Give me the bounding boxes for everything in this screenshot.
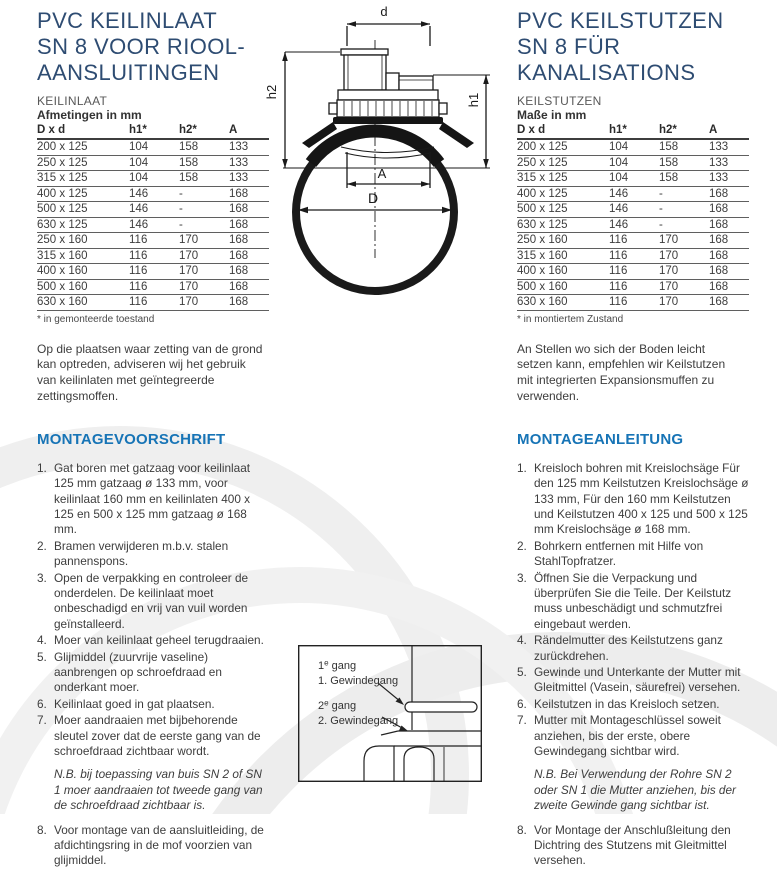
table-footnote-dutch: * in gemonteerde toestand — [37, 313, 155, 325]
cell-a: 168 — [709, 279, 749, 295]
step-text: Mutter mit Montageschlüssel soweit anziehen, bis der erste, obere Gewindegang sichtbar wird. — [534, 713, 721, 758]
cell-h1: 116 — [609, 233, 659, 249]
table-row — [37, 248, 269, 264]
step-text: Voor montage van de aansluitleiding, de afdichtingsring in de mof voorzien van glijmiddel. — [54, 822, 264, 868]
cell-h2: - — [659, 217, 709, 233]
dimension-label-A: A — [377, 166, 387, 181]
cell-dxd: 315 x 160 — [517, 248, 609, 264]
step-text: Glijmiddel (zuurvrije vaseline) aanbrengen op schroefdraad en onderkant moer. — [54, 649, 222, 695]
instruction-step — [517, 697, 753, 712]
cell-h2: 158 — [179, 139, 229, 155]
column-header: h2* — [659, 124, 709, 139]
step-text: Keilstutzen in das Kreisloch setzen. — [534, 696, 720, 711]
cell-a: 168 — [709, 202, 749, 218]
cell-h1: 116 — [129, 248, 179, 264]
step-number: 3. — [37, 570, 47, 585]
step-number: 8. — [517, 822, 527, 837]
step-number: 7. — [517, 713, 527, 728]
table-label-dutch: KEILINLAAT — [37, 94, 108, 108]
step-text: Öffnen Sie die Verpackung und überprüfen Sie die Teile. Der Keilstutz muss unbeschädigt und schmutzfrei eingebaut werden. — [534, 570, 732, 631]
cell-a: 133 — [709, 139, 749, 155]
table-row — [517, 295, 749, 311]
step-text: Bohrkern entfernen mit Hilfe von StahlTopfratzer. — [534, 538, 704, 569]
instruction-step — [37, 539, 273, 570]
step-text: Gewinde und Unterkante der Mutter mit Gleitmittel (Vasein, säurefrei) versehen. — [534, 664, 741, 695]
inset-label-2-gewindegang: 2. Gewindegang — [318, 715, 399, 727]
table-row — [517, 264, 749, 280]
step-text: Bramen verwijderen m.b.v. stalen pannenspons. — [54, 538, 229, 569]
cell-dxd: 200 x 125 — [37, 139, 129, 155]
step-number: 8. — [37, 822, 47, 837]
cell-h1: 116 — [609, 295, 659, 311]
step-number: 6. — [517, 696, 527, 711]
table-label-german: KEILSTUTZEN — [517, 94, 602, 108]
cell-a: 168 — [229, 295, 269, 311]
step-number: 1. — [37, 460, 47, 475]
step-text: Gat boren met gatzaag voor keilinlaat 125 mm gatzaag ø 133 mm, voor keilinlaat 160 mm en keilinlaten 400 x 125 en 500 x 125 mm gatzaag ø 168 mm. — [54, 460, 251, 537]
table-row — [517, 279, 749, 295]
step-text: Moer van keilinlaat geheel terugdraaien. — [54, 633, 264, 648]
inset-label-1e-gang: 1e gang — [318, 658, 357, 672]
step-number: 1. — [517, 460, 527, 475]
dimension-label-h1: h1 — [466, 92, 481, 108]
cell-dxd: 400 x 160 — [517, 264, 609, 280]
cell-dxd: 400 x 125 — [517, 186, 609, 202]
step-text: Kreisloch bohren mit Kreislochsäge Für den 125 mm Keilstutzen Kreislochsäge ø 133 mm, Für den 160 mm Keilstutzen und Keilstutzen 400 x 125 und 500 x 125 mm Kreislochsäge ø 168 mm. — [534, 460, 749, 537]
cell-a: 133 — [709, 155, 749, 171]
cell-h2: 170 — [659, 295, 709, 311]
dimension-label-D: D — [367, 190, 379, 206]
cell-h2: - — [179, 202, 229, 218]
instruction-list-german — [517, 461, 753, 760]
cell-a: 168 — [229, 217, 269, 233]
nb-note-german: N.B. Bei Verwendung der Rohre SN 2 oder SN 1 die Mutter anziehen, bis der zweite Gewinde gang sichtbar ist. — [534, 767, 736, 813]
instruction-step — [37, 461, 273, 538]
step-number: 6. — [37, 696, 47, 711]
step-number: 2. — [37, 538, 47, 553]
step-number: 5. — [37, 649, 47, 664]
cell-h1: 146 — [129, 202, 179, 218]
nb-note-dutch: N.B. bij toepassing van buis SN 2 of SN 1 moer aandraaien tot tweede gang van de schroefdraad zichtbaar is. — [54, 767, 263, 813]
cell-dxd: 315 x 125 — [517, 171, 609, 187]
cell-h2: 170 — [179, 264, 229, 280]
column-header: h1* — [129, 124, 179, 139]
section-heading-dutch: MONTAGEVOORSCHRIFT — [37, 430, 226, 448]
cell-h2: 158 — [179, 155, 229, 171]
table-row — [517, 171, 749, 187]
cell-h1: 116 — [129, 264, 179, 280]
step-text: Keilinlaat goed in gat plaatsen. — [54, 696, 215, 711]
cell-h1: 116 — [129, 295, 179, 311]
step-text: Moer aandraaien met bijbehorende sleutel zover dat de eerste gang van de schroefdraad zichtbaar wordt. — [54, 713, 261, 758]
table-row — [517, 155, 749, 171]
cell-h1: 146 — [129, 186, 179, 202]
step-number: 3. — [517, 570, 527, 585]
instruction-step-final-dutch — [37, 823, 273, 869]
cell-dxd: 630 x 160 — [37, 295, 129, 311]
column-header: h1* — [609, 124, 659, 139]
instruction-step — [517, 461, 753, 538]
cell-h2: 158 — [659, 139, 709, 155]
intro-paragraph-german: An Stellen wo sich der Boden leicht setzen kann, empfehlen wir Keilstutzen mit integrierten Expansionsmuffen zu verwenden. — [517, 341, 726, 403]
step-number: 5. — [517, 664, 527, 679]
table-sublabel-german: Maße in mm — [517, 108, 587, 122]
cell-dxd: 500 x 125 — [517, 202, 609, 218]
table-row — [37, 279, 269, 295]
cell-dxd: 630 x 125 — [517, 217, 609, 233]
cell-dxd: 200 x 125 — [517, 139, 609, 155]
instruction-step — [517, 713, 753, 759]
table-row — [37, 139, 269, 155]
title-line: AANSLUITINGEN — [37, 60, 220, 85]
instruction-step — [37, 571, 273, 633]
title-line: KANALISATIONS — [517, 60, 696, 85]
cell-h2: 170 — [659, 279, 709, 295]
table-header-row — [37, 124, 269, 139]
cell-h2: 170 — [179, 233, 229, 249]
table-row — [37, 155, 269, 171]
cell-h1: 116 — [129, 279, 179, 295]
german-column — [517, 6, 753, 870]
intro-paragraph-dutch: Op die plaatsen waar zetting van de grond kan optreden, adviseren wij het gebruik van keilinlaten met geïntegreerde zettingsmoffen. — [37, 341, 263, 403]
cell-h1: 104 — [129, 155, 179, 171]
cell-a: 168 — [229, 186, 269, 202]
cell-a: 168 — [709, 233, 749, 249]
instruction-step — [517, 665, 753, 696]
cell-h2: 170 — [659, 264, 709, 280]
cell-dxd: 315 x 160 — [37, 248, 129, 264]
cell-dxd: 400 x 125 — [37, 186, 129, 202]
cell-a: 168 — [229, 248, 269, 264]
cell-dxd: 500 x 125 — [37, 202, 129, 218]
cell-h1: 104 — [129, 171, 179, 187]
cell-dxd: 500 x 160 — [517, 279, 609, 295]
step-number: 7. — [37, 713, 47, 728]
step-text: Open de verpakking en controleer de onderdelen. De keilinlaat moet onbeschadigd en vrij van vuil worden geïnstalleerd. — [54, 570, 249, 631]
column-header: h2* — [179, 124, 229, 139]
step-text: Vor Montage der Anschlußleitung den Dichtring des Stutzens mit Gleitmittel versehen. — [534, 822, 731, 868]
cell-dxd: 630 x 125 — [37, 217, 129, 233]
table-row — [37, 186, 269, 202]
cell-a: 168 — [229, 233, 269, 249]
cell-h2: 170 — [659, 233, 709, 249]
cell-h2: 170 — [179, 248, 229, 264]
inset-label-1-gewindegang: 1. Gewindegang — [318, 675, 399, 687]
step-number: 2. — [517, 538, 527, 553]
table-row — [37, 264, 269, 280]
instruction-step — [37, 697, 273, 712]
dimension-label-d: d — [380, 4, 388, 19]
cell-a: 168 — [229, 279, 269, 295]
cell-h1: 146 — [609, 217, 659, 233]
inset-label-2e-gang: 2e gang — [318, 698, 357, 712]
cell-a: 168 — [229, 202, 269, 218]
section-heading-german: MONTAGEANLEITUNG — [517, 430, 684, 448]
table-row — [37, 233, 269, 249]
step-number: 4. — [37, 633, 47, 648]
cell-h1: 116 — [129, 233, 179, 249]
title-line: SN 8 FÜR — [517, 34, 621, 59]
cell-h1: 146 — [609, 186, 659, 202]
cell-h1: 116 — [609, 279, 659, 295]
step-text: Rändelmutter des Keilstutzens ganz zurückdrehen. — [534, 633, 723, 663]
cell-h2: 158 — [659, 171, 709, 187]
cell-a: 168 — [709, 248, 749, 264]
column-header: D x d — [37, 124, 129, 139]
cell-h2: - — [179, 217, 229, 233]
table-row — [37, 202, 269, 218]
table-row — [37, 295, 269, 311]
dimensions-table-german — [517, 124, 749, 311]
cell-h1: 116 — [609, 248, 659, 264]
cell-dxd: 630 x 160 — [517, 295, 609, 311]
cell-a: 168 — [709, 295, 749, 311]
cell-a: 168 — [709, 186, 749, 202]
step-number: 4. — [517, 633, 527, 648]
instruction-step — [37, 650, 273, 696]
title-line: PVC KEILINLAAT — [37, 8, 218, 33]
table-sublabel-dutch: Afmetingen in mm — [37, 108, 142, 122]
cell-h2: 170 — [659, 248, 709, 264]
cell-h2: - — [179, 186, 229, 202]
instruction-step — [517, 633, 753, 664]
cell-h1: 104 — [609, 139, 659, 155]
cell-a: 168 — [709, 217, 749, 233]
table-row — [517, 233, 749, 249]
title-line: PVC KEILSTUTZEN — [517, 8, 724, 33]
cell-h2: 170 — [179, 279, 229, 295]
cell-h2: 158 — [179, 171, 229, 187]
dutch-column — [37, 6, 273, 870]
title-line: SN 8 VOOR RIOOL- — [37, 34, 246, 59]
cell-dxd: 315 x 125 — [37, 171, 129, 187]
cell-h1: 104 — [609, 155, 659, 171]
instruction-step — [517, 571, 753, 633]
table-row — [517, 217, 749, 233]
cell-dxd: 400 x 160 — [37, 264, 129, 280]
table-row — [517, 248, 749, 264]
cell-a: 133 — [709, 171, 749, 187]
table-header-row — [517, 124, 749, 139]
cell-dxd: 250 x 160 — [37, 233, 129, 249]
cell-a: 133 — [229, 139, 269, 155]
cell-h2: - — [659, 202, 709, 218]
instruction-step-final-german — [517, 823, 753, 869]
dimensions-table-dutch — [37, 124, 269, 311]
cell-a: 133 — [229, 171, 269, 187]
cell-h1: 104 — [129, 139, 179, 155]
table-row — [37, 171, 269, 187]
cell-dxd: 250 x 125 — [37, 155, 129, 171]
column-header: A — [229, 124, 269, 139]
page-title-german — [517, 8, 753, 86]
cell-h2: 170 — [179, 295, 229, 311]
page-title-dutch — [37, 8, 273, 86]
table-row — [517, 186, 749, 202]
instruction-step — [37, 713, 273, 759]
cell-dxd: 500 x 160 — [37, 279, 129, 295]
cell-a: 168 — [709, 264, 749, 280]
instruction-step — [37, 633, 273, 648]
cell-a: 133 — [229, 155, 269, 171]
cell-h1: 146 — [129, 217, 179, 233]
table-row — [517, 202, 749, 218]
table-row — [37, 217, 269, 233]
cell-a: 168 — [229, 264, 269, 280]
table-footnote-german: * in montiertem Zustand — [517, 313, 624, 325]
instruction-step — [517, 539, 753, 570]
cell-h2: - — [659, 186, 709, 202]
thread-detail-inset-drawing — [298, 645, 482, 782]
saddle-fitting-technical-drawing — [262, 0, 502, 300]
cell-h1: 104 — [609, 171, 659, 187]
instruction-list-dutch — [37, 461, 273, 760]
cell-h1: 116 — [609, 264, 659, 280]
cell-h2: 158 — [659, 155, 709, 171]
column-header: D x d — [517, 124, 609, 139]
cell-dxd: 250 x 125 — [517, 155, 609, 171]
dimension-label-h2: h2 — [264, 84, 279, 100]
column-header: A — [709, 124, 749, 139]
cell-h1: 146 — [609, 202, 659, 218]
cell-dxd: 250 x 160 — [517, 233, 609, 249]
table-row — [517, 139, 749, 155]
